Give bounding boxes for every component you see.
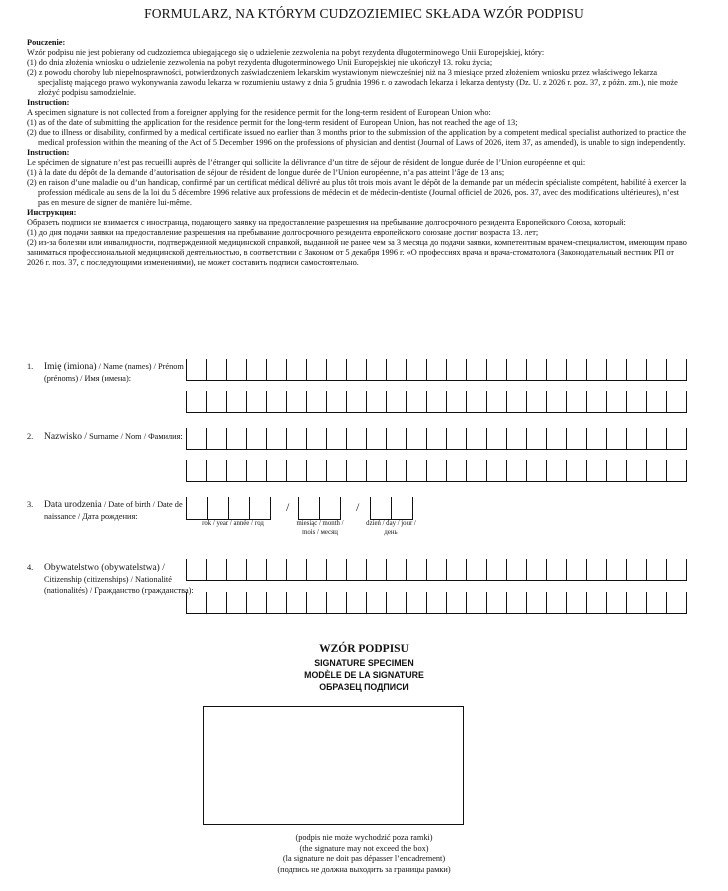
- letter-cell[interactable]: [207, 428, 227, 450]
- letter-cell[interactable]: [467, 359, 487, 381]
- letter-cell[interactable]: [567, 592, 587, 614]
- names-input-grid[interactable]: [186, 359, 687, 381]
- letter-cell[interactable]: [307, 559, 327, 581]
- letter-cell[interactable]: [267, 428, 287, 450]
- letter-cell[interactable]: [267, 359, 287, 381]
- letter-cell[interactable]: [207, 559, 227, 581]
- letter-cell[interactable]: [327, 428, 347, 450]
- letter-cell[interactable]: [607, 359, 627, 381]
- letter-cell[interactable]: [527, 391, 547, 413]
- letter-cell[interactable]: [327, 391, 347, 413]
- letter-cell[interactable]: [287, 428, 307, 450]
- field-label-main: Imię (imiona): [44, 362, 97, 372]
- letter-cell[interactable]: [507, 359, 527, 381]
- letter-cell[interactable]: [487, 592, 507, 614]
- instruction-intro-en: A specimen signature is not collected from a foreigner applying for the residence permit for the long-term resident of European Union who:: [27, 108, 491, 117]
- letter-cell[interactable]: [247, 592, 267, 614]
- grid-baseline: [187, 412, 687, 413]
- letter-cell[interactable]: [447, 559, 467, 581]
- letter-cell[interactable]: [467, 460, 487, 482]
- letter-cell[interactable]: [627, 559, 647, 581]
- letter-cell[interactable]: [207, 460, 227, 482]
- instruction-item-fr-1: (1) à la date du dépôt de la demande d’autorisation de séjour de résident de longue durée de l’Union européenne, n’a pas atteint l’âge de 13 ans;: [27, 168, 505, 177]
- letter-cell[interactable]: [667, 428, 687, 450]
- letter-cell[interactable]: [227, 559, 247, 581]
- field-label: [44, 361, 194, 384]
- signature-heading-en: SIGNATURE SPECIMEN: [314, 658, 414, 668]
- letter-cell[interactable]: [347, 359, 367, 381]
- year-digit-cell[interactable]: [249, 497, 271, 520]
- field-number: 3.: [27, 500, 34, 509]
- field-label-main: Data urodzenia: [44, 500, 102, 510]
- letter-cell[interactable]: [267, 559, 287, 581]
- letter-cell[interactable]: [447, 359, 467, 381]
- letter-cell[interactable]: [627, 359, 647, 381]
- letter-cell[interactable]: [367, 428, 387, 450]
- letter-cell[interactable]: [427, 428, 447, 450]
- year-digit-cell[interactable]: [207, 497, 229, 520]
- letter-cell[interactable]: [387, 460, 407, 482]
- letter-cell[interactable]: [587, 428, 607, 450]
- letter-cell[interactable]: [547, 460, 567, 482]
- instruction-item-ru-1: (1) до дня подачи заявки на предоставление разрешения на пребывание долгосрочного резидента европейского союзане достиг возраста 13. лет;: [27, 228, 539, 237]
- field-number: 1.: [27, 362, 34, 371]
- field-label: [44, 562, 194, 596]
- surname-input-grid[interactable]: [186, 428, 687, 450]
- field-label-translations: / Name (names) / Prénom (prénoms) / Имя (имена):: [44, 362, 184, 383]
- letter-cell[interactable]: [427, 559, 447, 581]
- field-label: [44, 431, 194, 443]
- instruction-item-ru-2: (2) из-за болезни или инвалидности, подтвержденной медицинской справкой, выданной не ранее чем за 3 месяца до подачи заявки, компетентным врачем-специалистом, имеющим право заниматься профессиональной медицинской деятельностью, в соответствии с Законом от 5 декабря 1996 г. «О профессиях врача и врача-стоматолога (Законодательный вестник РП от 2026 г. поз. 37, с последующими изменениями), не может составить подписи самостоятельно.: [27, 238, 687, 267]
- letter-cell[interactable]: [367, 592, 387, 614]
- letter-cell[interactable]: [267, 460, 287, 482]
- field-number: 2.: [27, 432, 34, 441]
- letter-cell[interactable]: [327, 559, 347, 581]
- letter-cell[interactable]: [547, 592, 567, 614]
- field-label-main: Obywatelstwo (obywatelstwa) /: [44, 563, 165, 573]
- letter-cell[interactable]: [627, 460, 647, 482]
- letter-cell[interactable]: [427, 460, 447, 482]
- date-separator: /: [286, 500, 290, 514]
- letter-cell[interactable]: [447, 460, 467, 482]
- letter-cell[interactable]: [247, 359, 267, 381]
- letter-cell[interactable]: [447, 592, 467, 614]
- letter-cell[interactable]: [667, 559, 687, 581]
- letter-cell[interactable]: [487, 460, 507, 482]
- letter-cell[interactable]: [367, 359, 387, 381]
- letter-cell[interactable]: [327, 460, 347, 482]
- letter-cell[interactable]: [647, 359, 667, 381]
- letter-cell[interactable]: [247, 460, 267, 482]
- form-title: FORMULARZ, NA KTÓRYM CUDZOZIEMIEC SKŁADA WZÓR PODPISU: [144, 6, 584, 21]
- citizenship-input-grid-line2[interactable]: [186, 592, 687, 614]
- letter-cell[interactable]: [507, 460, 527, 482]
- letter-cell[interactable]: [187, 428, 207, 450]
- field-label-main: Nazwisko /: [44, 432, 88, 442]
- letter-cell[interactable]: [667, 359, 687, 381]
- grid-baseline: [187, 449, 687, 450]
- letter-cell[interactable]: [647, 592, 667, 614]
- year-digit-cell[interactable]: [186, 497, 208, 520]
- signature-note-pl: (podpis nie może wychodzić poza ramki): [295, 833, 433, 842]
- letter-cell[interactable]: [487, 359, 507, 381]
- letter-cell[interactable]: [567, 428, 587, 450]
- grid-baseline: [187, 481, 687, 482]
- letter-cell[interactable]: [227, 460, 247, 482]
- letter-cell[interactable]: [227, 391, 247, 413]
- signature-note-ru: (подпись не должна выходить за границы рамки): [277, 864, 451, 874]
- letter-cell[interactable]: [527, 460, 547, 482]
- letter-cell[interactable]: [567, 391, 587, 413]
- letter-cell[interactable]: [667, 391, 687, 413]
- grid-baseline: [187, 580, 687, 581]
- letter-cell[interactable]: [607, 559, 627, 581]
- letter-cell[interactable]: [347, 559, 367, 581]
- field-label-translations: Surname / Nom / Фамилия:: [87, 432, 183, 441]
- letter-cell[interactable]: [427, 391, 447, 413]
- letter-cell[interactable]: [247, 428, 267, 450]
- citizenship-input-grid[interactable]: [186, 559, 687, 581]
- letter-cell[interactable]: [547, 428, 567, 450]
- surname-input-grid-line2[interactable]: [186, 460, 687, 482]
- letter-cell[interactable]: [467, 592, 487, 614]
- letter-cell[interactable]: [227, 428, 247, 450]
- letter-cell[interactable]: [607, 460, 627, 482]
- field-label-translations: Citizenship (citizenships) / Nationalité (nationalités) / Гражданство (гражданства):: [44, 575, 194, 595]
- month-caption: miesiąc / month / mois / месяц: [296, 520, 344, 536]
- letter-cell[interactable]: [587, 592, 607, 614]
- letter-cell[interactable]: [667, 460, 687, 482]
- letter-cell[interactable]: [507, 559, 527, 581]
- letter-cell[interactable]: [547, 391, 567, 413]
- letter-cell[interactable]: [307, 391, 327, 413]
- letter-cell[interactable]: [527, 559, 547, 581]
- letter-cell[interactable]: [387, 592, 407, 614]
- letter-cell[interactable]: [587, 559, 607, 581]
- letter-cell[interactable]: [347, 428, 367, 450]
- letter-cell[interactable]: [287, 359, 307, 381]
- letter-cell[interactable]: [527, 428, 547, 450]
- letter-cell[interactable]: [307, 428, 327, 450]
- letter-cell[interactable]: [367, 391, 387, 413]
- instruction-intro-pl: Wzór podpisu nie jest pobierany od cudzoziemca ubiegającego się o udzielenie zezwolenia na pobyt rezydenta długoterminowego Unii Europejskiej, który:: [27, 48, 545, 57]
- letter-cell[interactable]: [347, 391, 367, 413]
- instruction-intro-ru: Образеть подписи не взимается с иностранца, подающего заявку на предоставление разрешения на пребывание долгосрочного резидента Европейского Союза, который:: [27, 218, 626, 227]
- grid-baseline: [187, 613, 687, 614]
- letter-cell[interactable]: [647, 559, 667, 581]
- letter-cell[interactable]: [327, 592, 347, 614]
- year-digit-cell[interactable]: [228, 497, 250, 520]
- signature-note: [0, 833, 728, 875]
- letter-cell[interactable]: [267, 391, 287, 413]
- grid-baseline: [187, 380, 687, 381]
- letter-cell[interactable]: [447, 391, 467, 413]
- letter-cell[interactable]: [387, 359, 407, 381]
- letter-cell[interactable]: [407, 359, 427, 381]
- letter-cell[interactable]: [307, 460, 327, 482]
- letter-cell[interactable]: [307, 359, 327, 381]
- letter-cell[interactable]: [287, 592, 307, 614]
- letter-cell[interactable]: [387, 559, 407, 581]
- field-label-translations: / Date of birth / Date de naissance / Дата рождения:: [44, 500, 183, 521]
- instruction-item-en-1: (1) as of the date of submitting the application for the residence permit for the long-term resident of European Union, has not reached the age of 13;: [27, 118, 518, 127]
- letter-cell[interactable]: [627, 391, 647, 413]
- letter-cell[interactable]: [247, 391, 267, 413]
- signature-note-fr: (la signature ne doit pas dépasser l’encadrement): [282, 854, 446, 863]
- month-digit-cell[interactable]: [298, 497, 320, 520]
- day-caption: dzień / day / jour / день: [366, 520, 416, 536]
- names-input-grid-line2[interactable]: [186, 391, 687, 413]
- letter-cell[interactable]: [367, 559, 387, 581]
- letter-cell[interactable]: [547, 359, 567, 381]
- letter-cell[interactable]: [607, 391, 627, 413]
- letter-cell[interactable]: [487, 391, 507, 413]
- month-digit-cell[interactable]: [319, 497, 341, 520]
- signature-heading-pl: WZÓR PODPISU: [319, 643, 409, 655]
- letter-cell[interactable]: [187, 559, 207, 581]
- letter-cell[interactable]: [607, 428, 627, 450]
- letter-cell[interactable]: [267, 592, 287, 614]
- letter-cell[interactable]: [527, 359, 547, 381]
- instruction-heading-pl: Pouczenie:: [27, 38, 66, 47]
- signature-heading-ru: ОБРАЗЕЦ ПОДПИСИ: [319, 682, 409, 692]
- letter-cell[interactable]: [507, 592, 527, 614]
- letter-cell[interactable]: [427, 592, 447, 614]
- letter-cell[interactable]: [307, 592, 327, 614]
- letter-cell[interactable]: [487, 428, 507, 450]
- instruction-heading-ru: Инструкция:: [27, 208, 77, 217]
- letter-cell[interactable]: [527, 592, 547, 614]
- letter-cell[interactable]: [447, 428, 467, 450]
- letter-cell[interactable]: [207, 391, 227, 413]
- letter-cell[interactable]: [247, 559, 267, 581]
- letter-cell[interactable]: [547, 559, 567, 581]
- letter-cell[interactable]: [427, 359, 447, 381]
- instruction-item-pl-2: (2) z powodu choroby lub niepełnosprawności, potwierdzonych zaświadczeniem lekarskim wystawionym niewcześniej niż na 3 miesiące przed złożeniem wniosku przez właściwego lekarza specjalistę mającego prawo wykonywania zawodu lekarza w rozumieniu ustawy z dnia 5 grudnia 1996 r. o zawodach lekarza i lekarza dentysty (Dz. U. z 2026 r. poz. 37, z późn. zm.), nie może złożyć podpisu samodzielnie.: [27, 68, 678, 97]
- instructions-block: [27, 38, 691, 268]
- letter-cell[interactable]: [207, 592, 227, 614]
- letter-cell[interactable]: [507, 428, 527, 450]
- letter-cell[interactable]: [587, 460, 607, 482]
- instruction-item-pl-1: (1) do dnia złożenia wniosku o udzielenie zezwolenia na pobyt rezydenta długoterminowego Unii Europejskiej nie ukończył 13. roku życia;: [27, 58, 493, 67]
- date-of-birth-input[interactable]: [186, 497, 416, 536]
- letter-cell[interactable]: [227, 359, 247, 381]
- letter-cell[interactable]: [407, 559, 427, 581]
- instruction-heading-fr: Instruction:: [27, 148, 70, 157]
- letter-cell[interactable]: [207, 359, 227, 381]
- letter-cell[interactable]: [647, 428, 667, 450]
- letter-cell[interactable]: [347, 592, 367, 614]
- field-number: 4.: [27, 563, 34, 572]
- letter-cell[interactable]: [387, 391, 407, 413]
- day-digit-cell[interactable]: [370, 497, 392, 520]
- letter-cell[interactable]: [667, 592, 687, 614]
- letter-cell[interactable]: [407, 428, 427, 450]
- letter-cell[interactable]: [227, 592, 247, 614]
- letter-cell[interactable]: [587, 391, 607, 413]
- letter-cell[interactable]: [607, 592, 627, 614]
- letter-cell[interactable]: [387, 428, 407, 450]
- letter-cell[interactable]: [587, 359, 607, 381]
- letter-cell[interactable]: [327, 359, 347, 381]
- date-separator: /: [356, 500, 360, 514]
- signature-box[interactable]: [203, 706, 464, 825]
- letter-cell[interactable]: [567, 559, 587, 581]
- letter-cell[interactable]: [407, 460, 427, 482]
- letter-cell[interactable]: [567, 460, 587, 482]
- instruction-heading-en: Instruction:: [27, 98, 70, 107]
- instruction-item-fr-2: (2) en raison d’une maladie ou d’un handicap, confirmé par un certificat médical délivré au plus tôt trois mois avant le dépôt de la demande par un médecin spécialiste compétent, habilité à exercer la profession médicale au sens de la loi du 5 décembre 1996 relative aux professions de médecin et de médecin-dentiste (Journal officiel de 2026, pos. 37, avec des modifications ultérieures), n’est pas en mesure de signer de manière lui-même.: [27, 178, 687, 207]
- letter-cell[interactable]: [187, 391, 207, 413]
- letter-cell[interactable]: [367, 460, 387, 482]
- signature-note-en: (the signature may not exceed the box): [299, 843, 429, 853]
- letter-cell[interactable]: [467, 428, 487, 450]
- signature-heading-fr: MODÈLE DE LA SIGNATURE: [304, 670, 424, 680]
- letter-cell[interactable]: [567, 359, 587, 381]
- letter-cell[interactable]: [627, 428, 647, 450]
- letter-cell[interactable]: [647, 460, 667, 482]
- letter-cell[interactable]: [627, 592, 647, 614]
- letter-cell[interactable]: [287, 460, 307, 482]
- letter-cell[interactable]: [507, 391, 527, 413]
- letter-cell[interactable]: [487, 559, 507, 581]
- day-digit-cell[interactable]: [391, 497, 413, 520]
- letter-cell[interactable]: [187, 359, 207, 381]
- letter-cell[interactable]: [407, 592, 427, 614]
- letter-cell[interactable]: [347, 460, 367, 482]
- letter-cell[interactable]: [187, 592, 207, 614]
- instruction-intro-fr: Le spécimen de signature n’est pas recueilli auprès de l’étranger qui sollicite la délivrance d’un titre de séjour de résident de longue durée de l’Union européenne et qui:: [27, 158, 586, 167]
- letter-cell[interactable]: [467, 559, 487, 581]
- letter-cell[interactable]: [407, 391, 427, 413]
- year-caption: rok / year / année / год: [202, 520, 264, 527]
- instruction-item-en-2: (2) due to illness or disability, confirmed by a medical certificate issued no earlier than 3 months prior to the submission of the application by a competent medical specialist authorized to practice the medical profession within the meaning of the Act of 5 December 1996 on the professions of physician and dentist (Journal of Laws of 2026, item 37, as amended), is unable to sign independently.: [27, 128, 687, 147]
- field-label: [44, 499, 194, 522]
- letter-cell[interactable]: [287, 559, 307, 581]
- letter-cell[interactable]: [287, 391, 307, 413]
- letter-cell[interactable]: [187, 460, 207, 482]
- letter-cell[interactable]: [467, 391, 487, 413]
- letter-cell[interactable]: [647, 391, 667, 413]
